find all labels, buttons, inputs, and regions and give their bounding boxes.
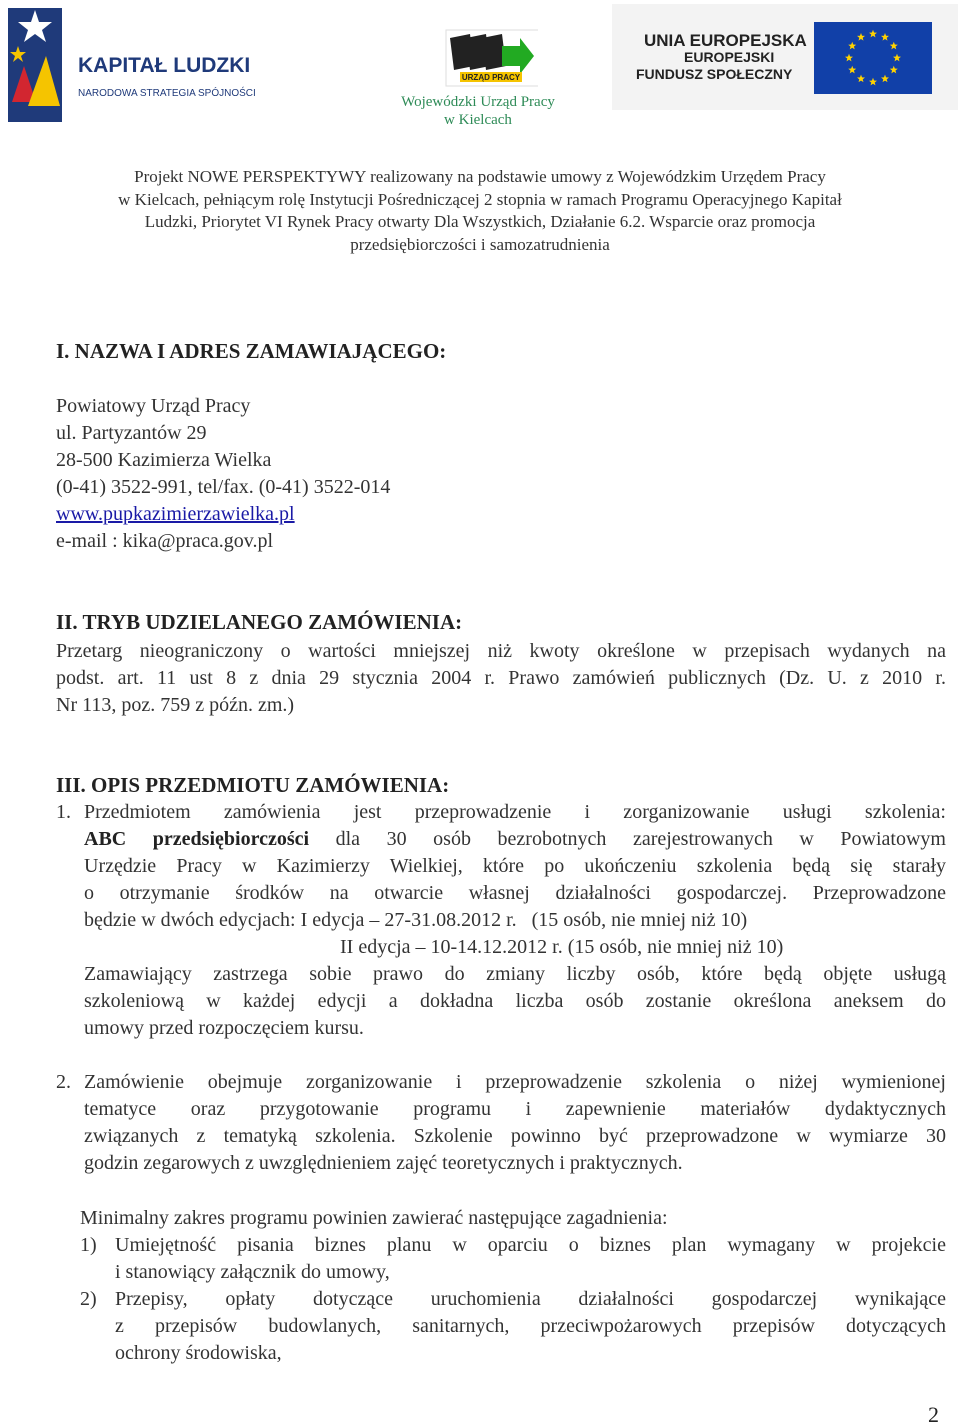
kl-title: KAPITAŁ LUDZKI xyxy=(78,54,251,77)
phone: (0-41) 3522-991, tel/fax. (0-41) 3522-014 xyxy=(56,476,391,498)
list-item-line: i stanowiący załącznik do umowy, xyxy=(115,1261,390,1283)
org-name: Powiatowy Urząd Pracy xyxy=(56,395,251,417)
intro-line: w Kielcach, pełniącym rolę Instytucji Pośredniczącej 2 stopnia w ramach Programu Operacyjnego Kapitał xyxy=(118,189,842,209)
section-2-body xyxy=(56,638,946,719)
paragraph-line: Przedmiotem zamówienia jest przeprowadzenie i zorganizowanie usługi szkolenia: xyxy=(84,801,946,823)
ue-line1: UNIA EUROPEJSKA xyxy=(644,31,807,50)
email: e-mail : kika@praca.gov.pl xyxy=(56,530,274,552)
edition-2-line: II edycja – 10-14.12.2012 r. (15 osób, nie mniej niż 10) xyxy=(340,936,784,958)
list-item-line: ochrony środowiska, xyxy=(115,1342,282,1364)
ue-line3: FUNDUSZ SPOŁECZNY xyxy=(636,66,793,82)
paragraph-line: Przetarg nieograniczony o wartości mniejszej niż kwoty określone w przepisach wydanych na xyxy=(56,640,946,662)
list-item xyxy=(115,1232,946,1286)
paragraph-line: Zamówienie obejmuje zorganizowanie i przeprowadzenie szkolenia o niżej wymienionej xyxy=(84,1071,946,1093)
list-item xyxy=(115,1286,946,1367)
paragraph-line: godzin zegarowych z uwzględnieniem zajęć teoretycznych i praktycznych. xyxy=(84,1152,683,1174)
paragraph-line: Nr 113, poz. 759 z późn. zm.) xyxy=(56,694,295,716)
intro-line: Projekt NOWE PERSPEKTYWY realizowany na podstawie umowy z Wojewódzkim Urzędem Pracy xyxy=(134,167,826,186)
paragraph-line: szkoleniową w każdej edycji a dokładna liczba osób zostanie określona aneksem do xyxy=(84,990,946,1012)
paragraph-line xyxy=(84,826,946,853)
list-number: 1) xyxy=(80,1234,97,1256)
item-number: 1. xyxy=(56,801,71,823)
ue-logo xyxy=(612,4,958,110)
section-3-title: III. OPIS PRZEDMIOTU ZAMÓWIENIA: xyxy=(56,773,450,797)
contractor-address xyxy=(56,393,390,555)
wup-line1: Wojewódzki Urząd Pracy xyxy=(401,94,555,110)
kl-subtitle: NARODOWA STRATEGIA SPÓJNOŚCI xyxy=(78,88,256,99)
paragraph-line: podst. art. 11 ust 8 z dnia 29 stycznia 2004 r. Prawo zamówień publicznych (Dz. U. z 2010 r. xyxy=(56,667,946,689)
project-intro xyxy=(40,166,920,256)
section-2-title: II. TRYB UDZIELANEGO ZAMÓWIENIA: xyxy=(56,610,463,634)
paragraph-line: związanych z tematyką szkolenia. Szkolenie powinno być przeprowadzone w wymiarze 30 xyxy=(84,1125,946,1147)
list-number: 2) xyxy=(80,1288,97,1310)
paragraph-1 xyxy=(84,799,946,934)
website-link[interactable]: www.pupkazimierzawielka.pl xyxy=(56,503,295,525)
kapital-ludzki-emblem xyxy=(6,6,256,124)
paragraph-line: o otrzymanie środków na otwarcie własnej działalności gospodarczej. Przeprowadzone xyxy=(84,882,946,904)
wup-logo xyxy=(388,28,568,128)
intro-line: przedsiębiorczości i samozatrudnienia xyxy=(350,234,610,254)
paragraph-line: Zamawiający zastrzega sobie prawo do zmiany liczby osób, które będą objęte usługą xyxy=(84,963,946,985)
street: ul. Partyzantów 29 xyxy=(56,422,207,444)
wup-badge: URZĄD PRACY xyxy=(461,73,521,82)
minimal-scope-title: Minimalny zakres programu powinien zawierać następujące zagadnienia: xyxy=(80,1207,668,1229)
ue-line2: EUROPEJSKI xyxy=(684,49,775,65)
paragraph-2 xyxy=(84,1069,946,1177)
list-item-line: z przepisów budowlanych, sanitarnych, przeciwpożarowych przepisów dotyczących xyxy=(115,1315,946,1337)
paragraph-line: umowy przed rozpoczęciem kursu. xyxy=(84,1017,364,1039)
section-1-title: I. NAZWA I ADRES ZAMAWIAJĄCEGO: xyxy=(56,339,447,363)
intro-line: Ludzki, Priorytet VI Rynek Pracy otwarty Dla Wszystkich, Działanie 6.2. Wsparcie oraz promocja xyxy=(144,212,816,231)
wup-line2: w Kielcach xyxy=(444,112,512,128)
city: 28-500 Kazimierza Wielka xyxy=(56,449,272,471)
eu-flag-emblem xyxy=(612,4,958,110)
paragraph-1-continued xyxy=(84,961,946,1042)
list-item-line: Przepisy, opłaty dotyczące uruchomienia działalności gospodarczej wynikające xyxy=(115,1288,946,1310)
edition-1-line: będzie w dwóch edycjach: I edycja – 27-31.08.2012 r. (15 osób, nie mniej niż 10) xyxy=(84,909,748,931)
item-number: 2. xyxy=(56,1071,71,1093)
page-number: 2 xyxy=(928,1402,939,1427)
paragraph-line: Urzędzie Pracy w Kazimierzy Wielkiej, które po ukończeniu szkolenia będą się starały xyxy=(84,855,946,877)
wup-emblem xyxy=(418,28,538,88)
paragraph-line-rest: dla 30 osób bezrobotnych zarejestrowanych w Powiatowym xyxy=(309,828,946,850)
course-name: ABC przedsiębiorczości xyxy=(84,828,310,850)
list-item-line: Umiejętność pisania biznes planu w oparciu o biznes plan wymagany w projekcie xyxy=(115,1234,946,1256)
kapital-ludzki-logo xyxy=(6,6,256,124)
paragraph-line: tematyce oraz przygotowanie programu i zapewnienie materiałów dydaktycznych xyxy=(84,1098,946,1120)
